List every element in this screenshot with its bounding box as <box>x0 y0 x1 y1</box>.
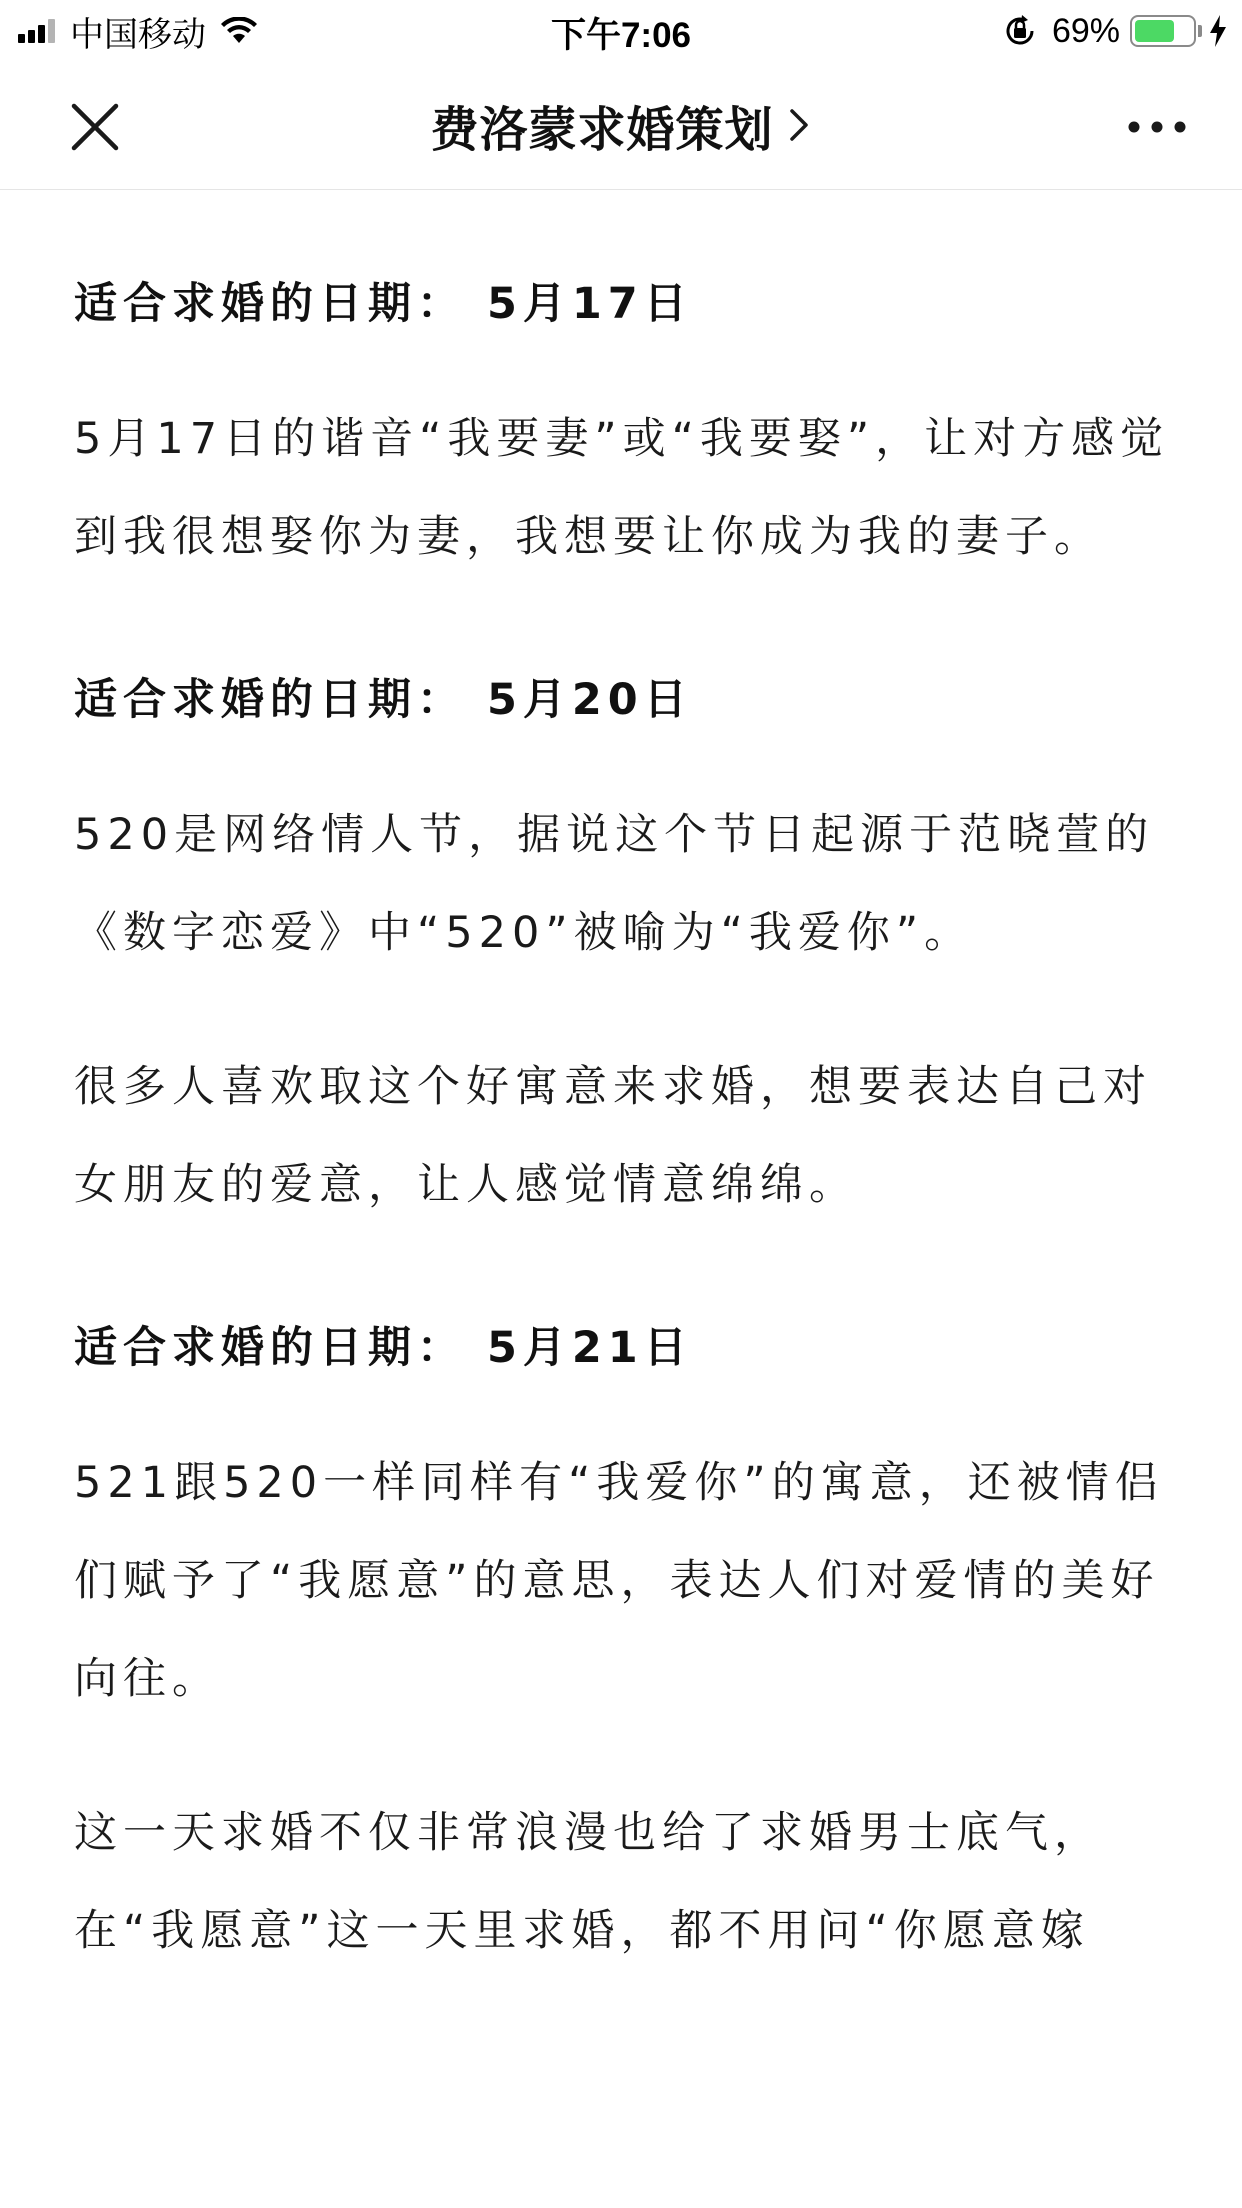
paragraph: 很多人喜欢取这个好寓意来求婚，想要表达自己对女朋友的爱意，让人感觉情意绵绵。 <box>74 1062 1152 1210</box>
paragraph: 这一天求婚不仅非常浪漫也给了求婚男士底气，在“我愿意”这一天里求婚，都不用问“你愿意嫁 <box>74 1808 1103 1956</box>
battery-fill <box>1135 20 1174 42</box>
section-heading: 适合求婚的日期： 5月17日 <box>74 279 693 329</box>
nav-bar <box>0 62 1242 190</box>
page-title: 费洛蒙求婚策划 <box>430 101 774 158</box>
status-bar <box>0 0 1242 62</box>
battery-cap <box>1198 25 1202 37</box>
status-time: 下午7:06 <box>550 16 692 55</box>
battery-percent: 69% <box>1051 11 1120 50</box>
nav-title-button[interactable] <box>200 90 1042 160</box>
article-body <box>74 190 1184 1980</box>
battery-icon <box>1130 15 1196 47</box>
paragraph: 5月17日的谐音“我要妻”或“我要娶”，让对方感觉到我很想娶你为妻，我想要让你成为我的妻子。 <box>74 414 1170 562</box>
carrier-label: 中国移动 <box>70 15 206 54</box>
section-heading: 适合求婚的日期： 5月20日 <box>74 675 693 725</box>
section-heading: 适合求婚的日期： 5月21日 <box>74 1323 693 1373</box>
orientation-lock-icon <box>1002 13 1038 49</box>
paragraph: 521跟520一样同样有“我爱你”的寓意，还被情侣们赋予了“我愿意”的意思，表达人们对爱情的美好向往。 <box>74 1458 1164 1704</box>
chevron-right-icon <box>786 105 812 145</box>
paragraph: 520是网络情人节，据说这个节日起源于范晓萱的《数字恋爱》中“520”被喻为“我爱你”。 <box>74 810 1155 958</box>
status-right <box>1002 10 1228 52</box>
close-icon[interactable] <box>60 92 130 162</box>
more-icon[interactable] <box>1122 102 1192 152</box>
charging-bolt-icon <box>1208 14 1228 48</box>
